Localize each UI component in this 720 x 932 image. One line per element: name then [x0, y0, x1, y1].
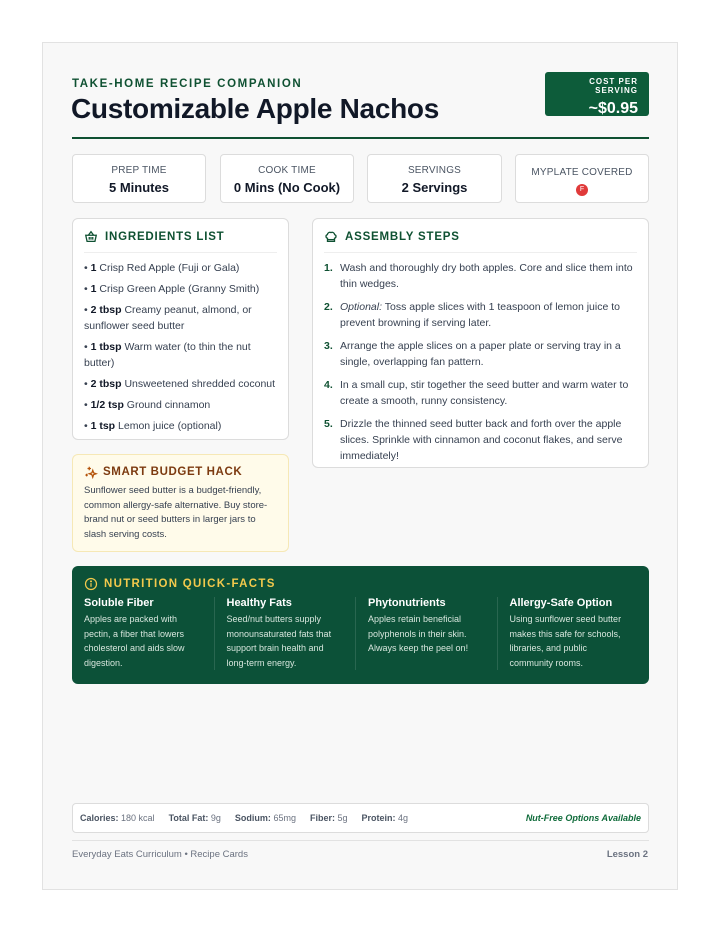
stat-value: 0 Mins (No Cook) — [233, 180, 341, 195]
ingredient-text: Warm water (to thin the nut butter) — [84, 341, 251, 369]
ingredients-header — [73, 219, 288, 252]
fact-fiber — [310, 813, 348, 823]
recipe-sheet — [42, 42, 678, 890]
stat-servings — [367, 154, 502, 203]
steps-list — [313, 253, 648, 464]
stat-value: 2 Servings — [401, 180, 468, 195]
nutrition-panel — [72, 566, 649, 684]
list-item: • 1 tbsp Warm water (to thin the nut butter) — [84, 341, 251, 369]
fact-value: 65mg — [273, 813, 296, 823]
budget-hack-card — [72, 454, 289, 552]
fact-text: Using sunflower seed butter makes this safe for schools, libraries, and public community rooms. — [509, 614, 622, 668]
step-number: 4. — [324, 379, 333, 391]
fact-value: 9g — [210, 813, 221, 823]
steps-title: ASSEMBLY STEPS — [345, 231, 460, 243]
list-item: • 1 Crisp Red Apple (Fuji or Gala) — [84, 262, 240, 274]
step-number: 5. — [324, 418, 333, 430]
fact-title: Soluble Fiber — [84, 597, 154, 609]
list-item — [324, 416, 636, 464]
chef-hat-icon — [324, 230, 338, 244]
nutrition-facts — [72, 591, 649, 670]
stat-label: MYPLATE COVERED — [531, 167, 633, 178]
list-item — [324, 377, 636, 409]
header-divider — [72, 137, 649, 139]
ingredient-qty: 2 tbsp — [90, 304, 122, 316]
fact-value: 4g — [398, 813, 409, 823]
nutrition-fact — [72, 597, 214, 670]
fact-label: Protein: — [361, 813, 396, 823]
eyebrow: TAKE-HOME RECIPE COMPANION — [72, 78, 303, 90]
page-title: Customizable Apple Nachos — [71, 93, 439, 124]
list-item: • 1 Crisp Green Apple (Granny Smith) — [84, 283, 260, 295]
list-item: • 2 tbsp Creamy peanut, almond, or sunflower seed butter — [84, 304, 252, 332]
ingredient-text: Unsweetened shredded coconut — [124, 378, 276, 390]
list-item: • 1/2 tsp Ground cinnamon — [84, 399, 211, 411]
fact-title: Phytonutrients — [368, 597, 446, 609]
fact-value: 180 kcal — [121, 813, 155, 823]
fact-title: Allergy-Safe Option — [509, 597, 613, 609]
stat-label: PREP TIME — [111, 165, 167, 176]
step-text: Drizzle the thinned seed butter back and forth over the apple slices. Sprinkle with cinnamon and coconut flakes, and serve immediately! — [340, 418, 623, 462]
basket-icon — [84, 230, 98, 244]
ingredient-text: Crisp Green Apple (Granny Smith) — [99, 283, 260, 295]
nutrition-fact — [497, 597, 639, 670]
ingredient-qty: 1 tbsp — [90, 341, 122, 353]
stat-cook-time — [220, 154, 354, 203]
list-item: • 2 tbsp Unsweetened shredded coconut — [84, 378, 276, 390]
list-item — [324, 338, 636, 370]
footer-curriculum: Everyday Eats Curriculum • Recipe Cards — [72, 849, 248, 860]
fact-protein — [362, 813, 409, 823]
fact-text: Apples retain beneficial polyphenols in their skin. Always keep the peel on! — [368, 614, 469, 653]
ingredient-qty: 1 — [90, 262, 97, 274]
fact-value: 5g — [337, 813, 348, 823]
nutrition-title: NUTRITION QUICK-FACTS — [104, 578, 276, 590]
budget-hack-text: Sunflower seed butter is a budget-friendly, common allergy-safe alternative. Buy store-brand nut or seed butters in larger jars to slash serving costs. — [84, 485, 268, 540]
step-text: In a small cup, stir together the seed butter and warm water to create a smooth, runny consistency. — [340, 379, 629, 407]
ingredient-text: Lemon juice (optional) — [118, 420, 222, 432]
footer-divider — [72, 840, 649, 841]
budget-hack-title: SMART BUDGET HACK — [103, 466, 243, 478]
footer-lesson: Lesson 2 — [606, 849, 648, 860]
stat-label: SERVINGS — [407, 165, 462, 176]
steps-card — [312, 218, 649, 468]
stat-prep-time — [72, 154, 206, 203]
fact-label: Sodium: — [234, 813, 271, 823]
ingredient-qty: 1 tsp — [90, 420, 116, 432]
sparkle-icon — [84, 465, 98, 479]
fact-label: Total Fat: — [168, 813, 209, 823]
step-text: Toss apple slices with 1 teaspoon of lemon juice to prevent browning if serving later. — [340, 301, 620, 329]
list-item: • 1 tsp Lemon juice (optional) — [84, 420, 222, 432]
fact-text: Apples are packed with pectin, a fiber that lowers cholesterol and aids slow digestion. — [84, 614, 185, 668]
nutrition-fact — [355, 597, 497, 670]
fact-sodium — [235, 813, 296, 823]
ingredient-qty: 1 — [90, 283, 97, 295]
ingredients-title: INGREDIENTS LIST — [105, 231, 225, 243]
step-text: Arrange the apple slices on a paper plate or serving tray in a single, overlapping fan pattern. — [340, 340, 621, 368]
nutrition-header — [72, 566, 649, 591]
ingredients-list — [73, 253, 288, 434]
ingredient-qty: 2 tbsp — [90, 378, 122, 390]
fact-text: Seed/nut butters supply monounsaturated fats that support brain health and long-term energy. — [226, 614, 332, 668]
step-prefix: Optional: — [340, 301, 383, 313]
fact-title: Healthy Fats — [226, 597, 292, 609]
steps-header — [313, 219, 648, 252]
nutrition-facts-bar — [72, 803, 649, 833]
step-number: 2. — [324, 301, 333, 313]
step-number: 1. — [324, 262, 333, 274]
fact-label: Fiber: — [309, 813, 335, 823]
info-icon — [84, 577, 98, 591]
ingredient-text: Crisp Red Apple (Fuji or Gala) — [99, 262, 240, 274]
ingredient-qty: 1/2 tsp — [90, 399, 124, 411]
ingredients-card — [72, 218, 289, 440]
list-item — [324, 299, 636, 331]
fact-label: Calories: — [80, 813, 119, 823]
ingredient-text: Creamy peanut, almond, or sunflower seed butter — [84, 304, 252, 332]
budget-hack-header — [84, 465, 277, 479]
nutrition-fact — [214, 597, 356, 670]
ingredient-text: Ground cinnamon — [126, 399, 211, 411]
stat-label: COOK TIME — [258, 165, 316, 176]
cost-label: COST PER SERVING — [589, 77, 638, 95]
cost-value: ~$0.95 — [588, 100, 638, 117]
fact-calories — [80, 813, 155, 823]
stat-value: 5 Minutes — [109, 180, 169, 195]
nut-free-note: Nut-Free Options Available — [525, 813, 641, 823]
cost-badge — [545, 72, 649, 116]
fact-total-fat — [169, 813, 221, 823]
list-item — [324, 260, 636, 292]
fruit-group-badge: F — [576, 184, 588, 196]
stat-myplate — [515, 154, 649, 203]
step-number: 3. — [324, 340, 333, 352]
step-text: Wash and thoroughly dry both apples. Core and slice them into thin wedges. — [340, 262, 633, 290]
